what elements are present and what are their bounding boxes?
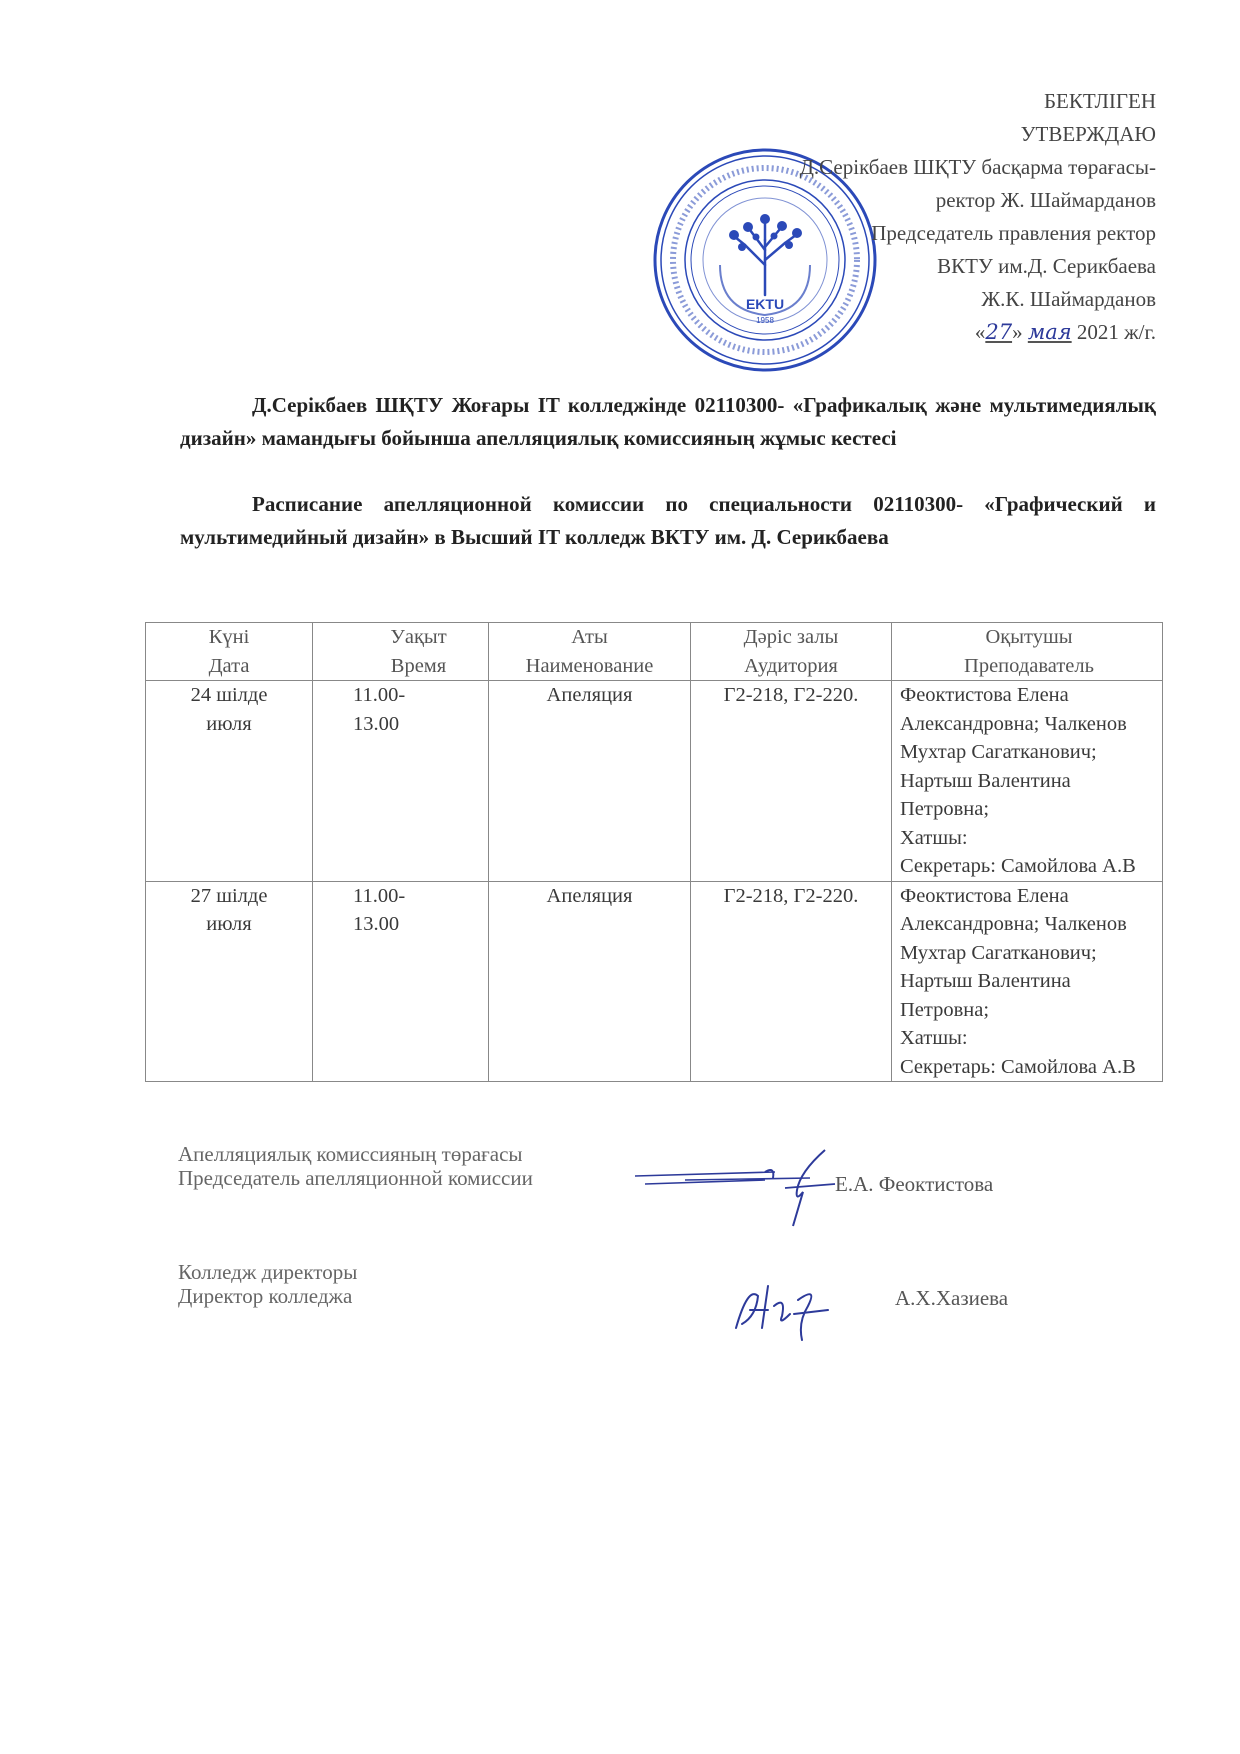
header-room: Дәріс залы Аудитория <box>691 623 892 681</box>
chair-signature <box>625 1142 865 1232</box>
approval-line: УТВЕРЖДАЮ <box>1020 122 1156 146</box>
cell-teachers: Феоктистова Елена Александровна; Чалкенов Мухтар Сагатканович; Нартыш Валентина Петровна; Хатшы: Секретарь: Самойлова А.В <box>892 681 1163 882</box>
cell-name: Апеляция <box>489 881 691 1082</box>
cell-name: Апеляция <box>489 681 691 882</box>
date-day: 27 <box>985 320 1013 344</box>
table-header-row <box>146 623 1163 681</box>
chair-name: Е.А. Феоктистова <box>835 1172 994 1196</box>
header-time: Уақыт Время <box>313 623 489 681</box>
schedule-table <box>145 622 1163 1082</box>
director-name: А.Х.Хазиева <box>895 1286 1009 1310</box>
header-date: Күні Дата <box>146 623 313 681</box>
director-title-ru: Директор колледжа <box>178 1284 353 1308</box>
header-name: Аты Наименование <box>489 623 691 681</box>
title-kazakh: Д.Серікбаев ШҚТУ Жоғары IT колледжінде 02110300- «Графикалық және мультимедиялық дизайн» мамандығы бойынша апелляциялық комиссияның жұмыс кестесі <box>180 393 1156 450</box>
svg-text:EKTU: EKTU <box>745 296 785 312</box>
cell-room: Г2-218, Г2-220. <box>691 681 892 882</box>
approval-date <box>800 316 1156 349</box>
header-teacher: Оқытушы Преподаватель <box>892 623 1163 681</box>
date-open-quote: « <box>974 320 986 344</box>
cell-room: Г2-218, Г2-220. <box>691 881 892 1082</box>
approval-line: Председатель правления ректор <box>871 221 1156 245</box>
approval-line: БЕКТЛІГЕН <box>1043 89 1156 113</box>
approval-line: ректор Ж. Шаймарданов <box>935 188 1156 212</box>
title-russian: Расписание апелляционной комиссии по специальности 02110300- «Графический и мультимедийный дизайн» в Высший IT колледж ВКТУ им. Д. Серикбаева <box>180 492 1156 549</box>
approval-block <box>800 85 1156 349</box>
director-title <box>178 1260 357 1308</box>
chair-title-ru: Председатель апелляционной комиссии <box>178 1166 533 1190</box>
chair-title-kz: Апелляциялық комиссияның төрағасы <box>178 1142 523 1166</box>
approval-line: Д.Серікбаев ШҚТУ басқарма төрағасы- <box>799 155 1156 179</box>
table-row <box>146 681 1163 882</box>
svg-text:1958: 1958 <box>756 316 774 325</box>
date-close-quote: » <box>1012 320 1023 344</box>
cell-date: 24 шілде июля <box>146 681 313 882</box>
approval-line: ВКТУ им.Д. Серикбаева <box>937 254 1156 278</box>
approval-line: Ж.К. Шаймарданов <box>981 287 1156 311</box>
chair-title <box>178 1142 533 1190</box>
cell-teachers: Феоктистова Елена Александровна; Чалкенов Мухтар Сагатканович; Нартыш Валентина Петровна; Хатшы: Секретарь: Самойлова А.В <box>892 881 1163 1082</box>
director-signature <box>728 1266 838 1346</box>
table-row <box>146 881 1163 1082</box>
cell-date: 27 шілде июля <box>146 881 313 1082</box>
cell-time: 11.00- 13.00 <box>313 881 489 1082</box>
date-month: мая <box>1027 320 1072 344</box>
director-title-kz: Колледж директоры <box>178 1260 358 1284</box>
cell-time: 11.00- 13.00 <box>313 681 489 882</box>
date-year: 2021 ж/г. <box>1076 320 1156 344</box>
